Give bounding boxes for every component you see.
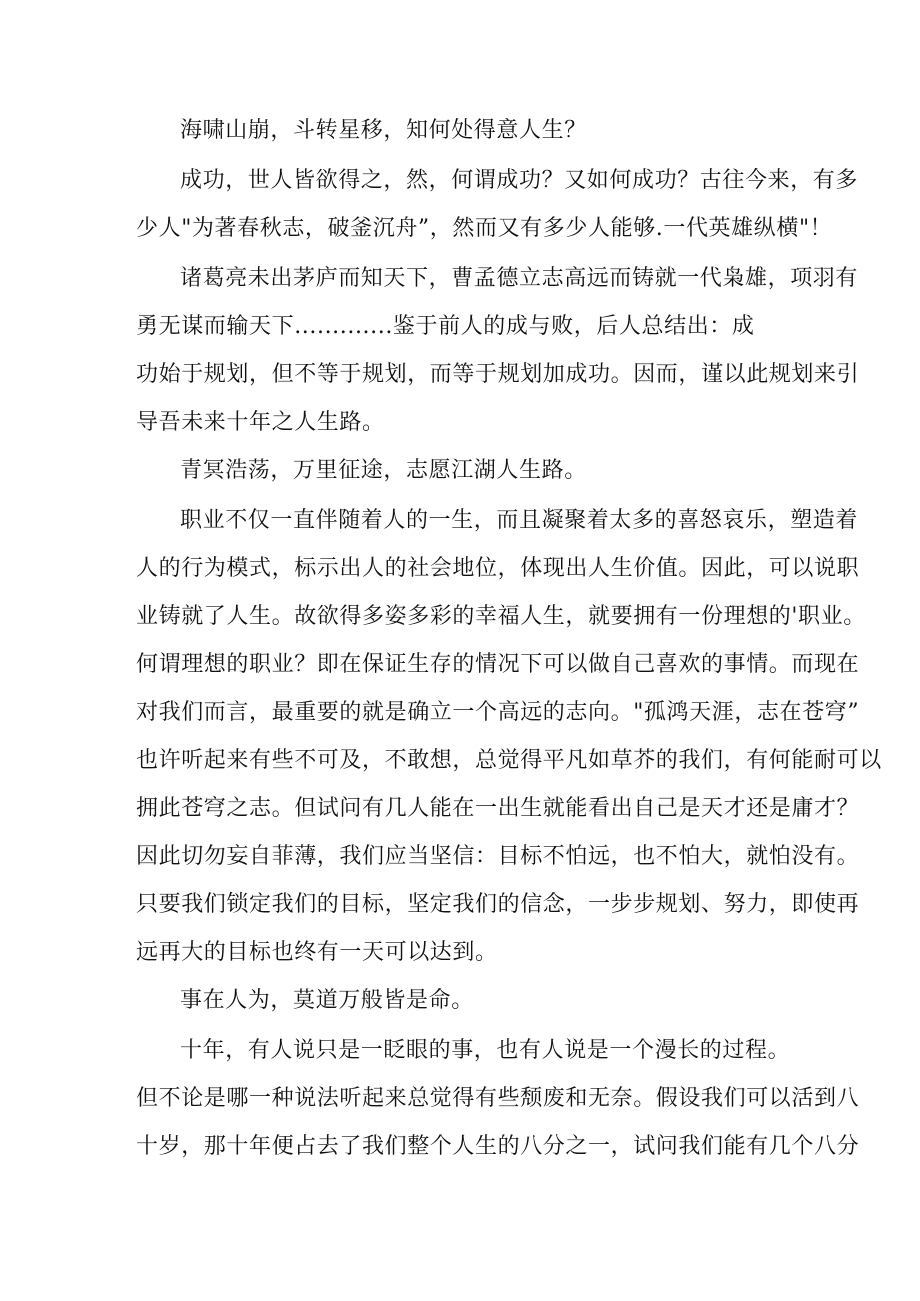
paragraph-line: 导吾未来十年之人生路。 — [136, 410, 385, 435]
paragraph-line: 也许听起来有些不可及，不敢想，总觉得平凡如草芥的我们，有何能耐可以 — [136, 748, 882, 773]
paragraph-line: 对我们而言，最重要的就是确立一个高远的志向。"孤鸿天涯，志在苍穹” — [136, 700, 860, 725]
paragraph-line: 少人"为著春秋志，破釜沉舟”，然而又有多少人能够.一代英雄纵横"！ — [136, 216, 833, 241]
paragraph-line: 职业不仅一直伴随着人的一生，而且凝聚着太多的喜怒哀乐，塑造着 — [180, 508, 859, 533]
paragraph-line: 诸葛亮未出茅庐而知天下，曹孟德立志高远而铸就一代枭雄，项羽有 — [180, 266, 859, 291]
paragraph-line: 但不论是哪一种说法听起来总觉得有些颓废和无奈。假设我们可以活到八 — [136, 1086, 860, 1111]
paragraph-line: 拥此苍穹之志。但试问有几人能在一出生就能看出自己是天才还是庸才？ — [136, 796, 860, 821]
paragraph-line: 勇无谋而输天下.............鉴于前人的成与败，后人总结出：成 — [136, 314, 755, 339]
paragraph-line: 青冥浩荡，万里征途，志愿江湖人生路。 — [180, 458, 587, 483]
paragraph-line: 十年，有人说只是一眨眼的事，也有人说是一个漫长的过程。 — [180, 1038, 791, 1063]
paragraph-line: 因此切勿妄自菲薄，我们应当坚信：目标不怕远，也不怕大，就怕没有。 — [136, 844, 860, 869]
paragraph-line: 十岁，那十年便占去了我们整个人生的八分之一，试问我们能有几个八分 — [136, 1134, 860, 1159]
paragraph-line: 人的行为模式，标示出人的社会地位，体现出人生价值。因此，可以说职 — [136, 556, 860, 581]
paragraph-line: 成功，世人皆欲得之，然，何谓成功？又如何成功？古往今来，有多 — [180, 168, 859, 193]
paragraph-line: 功始于规划，但不等于规划，而等于规划加成功。因而，谨以此规划来引 — [136, 362, 860, 387]
paragraph-line: 海啸山崩，斗转星移，知何处得意人生？ — [180, 118, 587, 143]
paragraph-line: 业铸就了人生。故欲得多姿多彩的幸福人生，就要拥有一份理想的'职业。 — [136, 604, 866, 629]
paragraph-line: 远再大的目标也终有一天可以达到。 — [136, 940, 498, 965]
paragraph-line: 只要我们锁定我们的目标，坚定我们的信念，一步步规划、努力，即使再 — [136, 892, 860, 917]
paragraph-line: 事在人为，莫道万般皆是命。 — [180, 988, 474, 1013]
paragraph-line: 何谓理想的职业？即在保证生存的情况下可以做自己喜欢的事情。而现在 — [136, 652, 860, 677]
